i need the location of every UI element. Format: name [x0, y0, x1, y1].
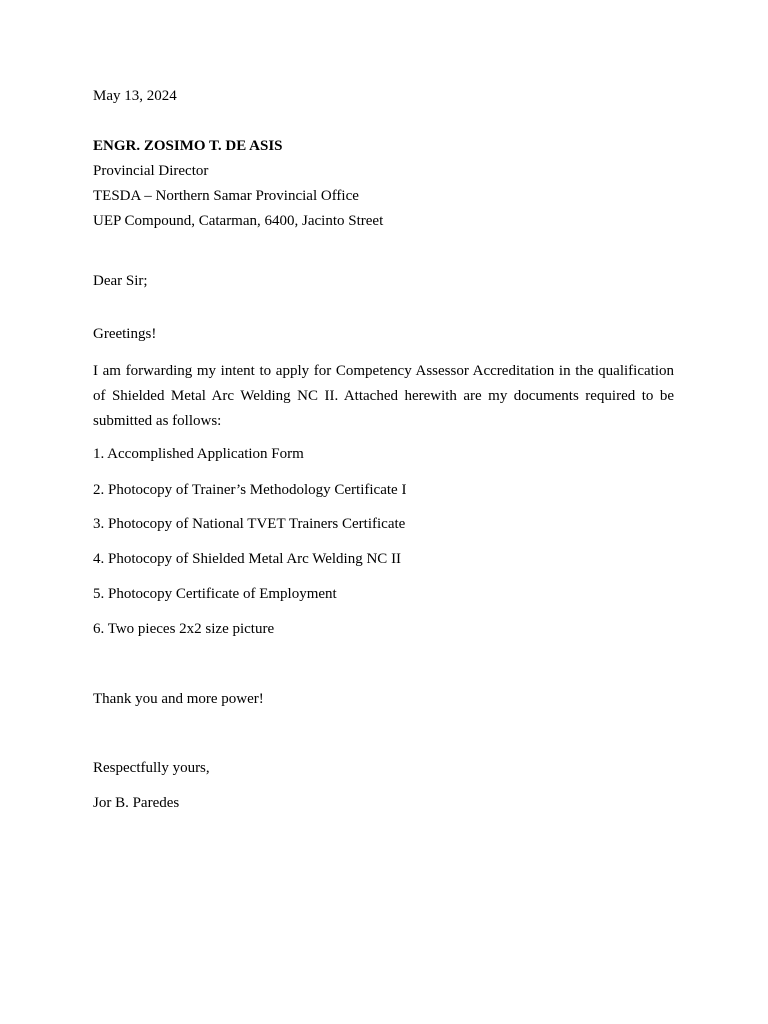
letter-date: May 13, 2024	[93, 88, 177, 104]
list-item: 4. Photocopy of Shielded Metal Arc Welding NC II	[93, 551, 402, 567]
recipient-name: ENGR. ZOSIMO T. DE ASIS	[93, 138, 283, 154]
list-item: 2. Photocopy of Trainer’s Methodology Certificate I	[93, 482, 407, 498]
salutation: Dear Sir;	[93, 273, 148, 289]
signatory-name: Jor B. Paredes	[93, 795, 180, 811]
list-item: 3. Photocopy of National TVET Trainers Certificate	[93, 516, 406, 532]
closing-remark: Thank you and more power!	[93, 691, 264, 707]
list-item: 6. Two pieces 2x2 size picture	[93, 621, 275, 637]
recipient-office: TESDA – Northern Samar Provincial Office	[93, 188, 359, 204]
body-paragraph: I am forwarding my intent to apply for Competency Assessor Accreditation in the qualification of Shielded Metal Arc Welding NC II. Attached herewith are my documents required to be submitted as follows:	[93, 363, 674, 429]
recipient-title: Provincial Director	[93, 163, 209, 179]
list-item: 5. Photocopy Certificate of Employment	[93, 586, 337, 602]
recipient-address: UEP Compound, Catarman, 6400, Jacinto Street	[93, 213, 384, 229]
closing: Respectfully yours,	[93, 760, 210, 776]
list-item: 1. Accomplished Application Form	[93, 446, 304, 462]
greeting: Greetings!	[93, 326, 157, 342]
